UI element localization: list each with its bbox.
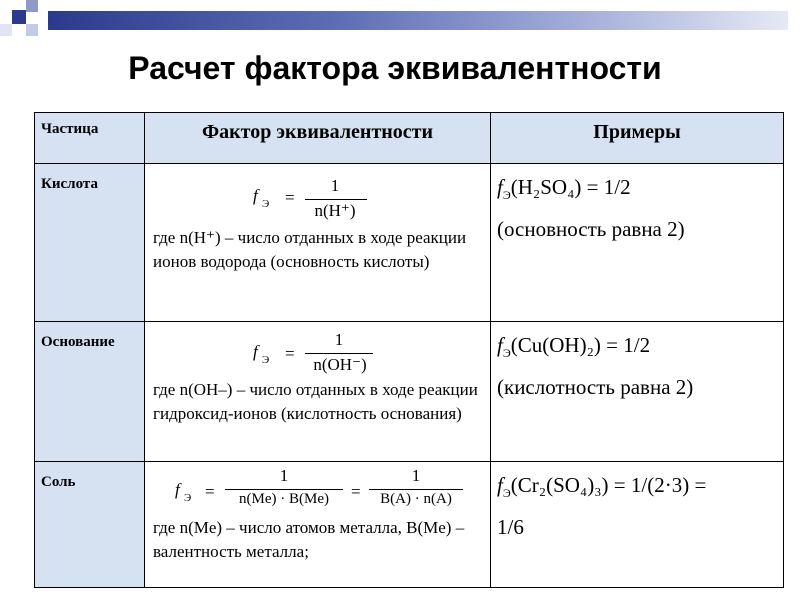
formula-f: f [175,480,180,499]
example-sub: Э [502,486,511,501]
table-row [35,164,784,322]
formula-eq: = [285,188,295,207]
header-particle: Частица [35,113,145,164]
row-label-base: Основание [35,322,145,462]
factor-cell-base [145,322,491,462]
formula-den: n(H⁺) [314,201,356,220]
header-examples: Примеры [491,113,784,164]
example-f: f [497,175,503,199]
formula-num2: 1 [411,466,421,485]
table-row [35,462,784,588]
formula-salt [145,462,490,516]
decor-square [12,10,26,24]
row-label-salt: Соль [35,462,145,588]
example-f: f [497,473,503,497]
example-salt-line1: (Cr₂(SO₄)₃) = 1/(2·3) = [510,473,707,497]
fraction-bar [305,199,367,200]
formula-den: n(OH⁻) [313,355,367,374]
formula-den1: n(Me) · B(Me) [239,491,329,507]
formula-sub: Э [184,492,192,504]
description-base: где n(OH–) – число отданных в ходе реакции гидроксид-ионов (кислотность основания) [153,380,478,423]
fraction-bar [305,353,373,354]
header-factor: Фактор эквивалентности [145,113,491,164]
header-decoration [0,0,800,40]
fraction-bar [369,489,463,490]
formula-f: f [253,186,258,205]
example-salt-line2: 1/6 [497,515,524,540]
example-base-line2: (кислотность равна 2) [497,375,694,400]
decor-square [0,24,12,36]
example-base-line1: (Cu(OH)₂) = 1/2 [510,333,651,357]
formula-f: f [253,342,258,361]
example-acid-line1: (H₂SO₄) = 1/2 [510,175,631,199]
formula-num: 1 [330,176,340,195]
example-cell-salt [491,462,784,588]
formula-base [145,322,490,378]
decor-square [26,0,38,12]
example-cell-acid [491,164,784,322]
formula-eq2: = [351,482,361,501]
formula-acid [145,164,490,226]
slide-title: Расчет фактора эквивалентности [128,50,662,86]
equivalence-factor-table [34,112,784,588]
example-sub: Э [502,346,511,361]
table-header-row [35,113,784,164]
row-label-acid: Кислота [35,164,145,322]
example-sub: Э [502,188,511,203]
decor-band [48,11,788,30]
formula-eq: = [285,344,295,363]
formula-sub: Э [262,198,270,210]
formula-sub: Э [262,354,270,366]
decor-square [26,24,38,36]
formula-eq: = [205,482,215,501]
description-salt: где n(Me) – число атомов металла, B(Me) – валентность металла; [153,518,465,561]
fraction-bar [225,489,343,490]
example-f: f [497,333,503,357]
description-acid: где n(H⁺) – число отданных в ходе реакции ионов водорода (основность кислоты) [153,228,467,271]
formula-num: 1 [334,330,344,349]
factor-cell-salt [145,462,491,588]
table-row [35,322,784,462]
example-cell-base [491,322,784,462]
example-acid-line2: (основность равна 2) [497,217,685,242]
formula-den2: B(A) · n(A) [380,491,452,507]
factor-cell-acid [145,164,491,322]
formula-num: 1 [279,466,289,485]
